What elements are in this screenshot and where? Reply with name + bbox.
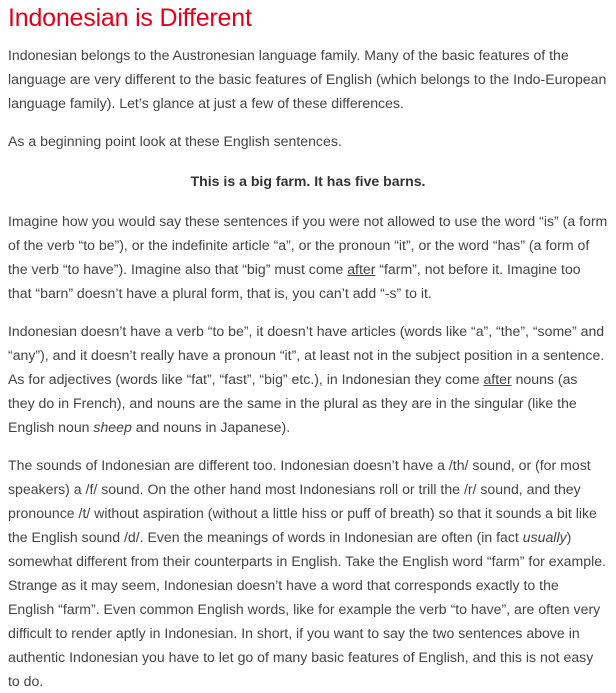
text-segment: ) somewhat different from their counterparts in English. Take the English word “farm” for example. Strange as it may seem, Indonesian doesn’t have a word that corresponds exactly to the English “farm”. Even common English words, like for example the verb “to have”, are often very difficult to render aptly in Indonesian. In short, if you want to say the two sentences above in authentic Indonesian you have to let go of many basic features of English, and this is not easy to do.	[8, 529, 606, 689]
paragraph-beginning-point: As a beginning point look at these English sentences.	[8, 133, 342, 149]
paragraph-imagine	[8, 209, 608, 305]
italic-word: sheep	[93, 419, 132, 435]
example-sentence: This is a big farm. It has five barns.	[190, 173, 426, 189]
text-segment: Imagine how you would say these sentences if you were not allowed to use the word “is” (a form of the verb “to be”), or the indefinite article “a”, or the pronoun “it”, or the word “has” (a form of the verb “to have”). Imagine also that “big” must come	[8, 213, 608, 277]
paragraph-intro: Indonesian belongs to the Austronesian language family. Many of the basic features of the language are very different to the basic features of English (which belongs to the Indo-European language family). Let’s glance at just a few of these differences.	[8, 47, 607, 111]
text-segment: nouns (as they do in French), and nouns are the same in the plural as they are in the singular (like the English noun	[8, 371, 578, 435]
paragraph-sounds	[8, 453, 608, 693]
underlined-word: after	[483, 371, 512, 387]
paragraph-grammar	[8, 319, 608, 439]
text-segment: The sounds of Indonesian are different too. Indonesian doesn’t have a /th/ sound, or (for most speakers) a /f/ sound. On the other hand most Indonesians roll or trill the /r/ sound, and they pronounce /t/ without aspiration (without a little hiss or puff of breath) so that it sounds a bit like the English sound /d/. Even the meanings of words in Indonesian are often (in fact	[8, 457, 597, 545]
text-segment: “farm”, not before it. Imagine too that “barn” doesn’t have a plural form, that is, you can’t add “-s” to it.	[8, 261, 581, 301]
italic-word: usually	[522, 529, 567, 545]
underlined-word: after	[347, 261, 376, 277]
text-segment: and nouns in Japanese).	[131, 419, 291, 435]
page-title: Indonesian is Different	[8, 4, 252, 32]
text-segment: Indonesian doesn’t have a verb “to be”, it doesn’t have articles (words like “a”, “the”, “some” and “any”), and it doesn’t really have a pronoun “it”, at least not in the subject position in a sentence. As for adjectives (words like “fat”, “fast”, “big” etc.), in Indonesian they come	[8, 323, 605, 387]
